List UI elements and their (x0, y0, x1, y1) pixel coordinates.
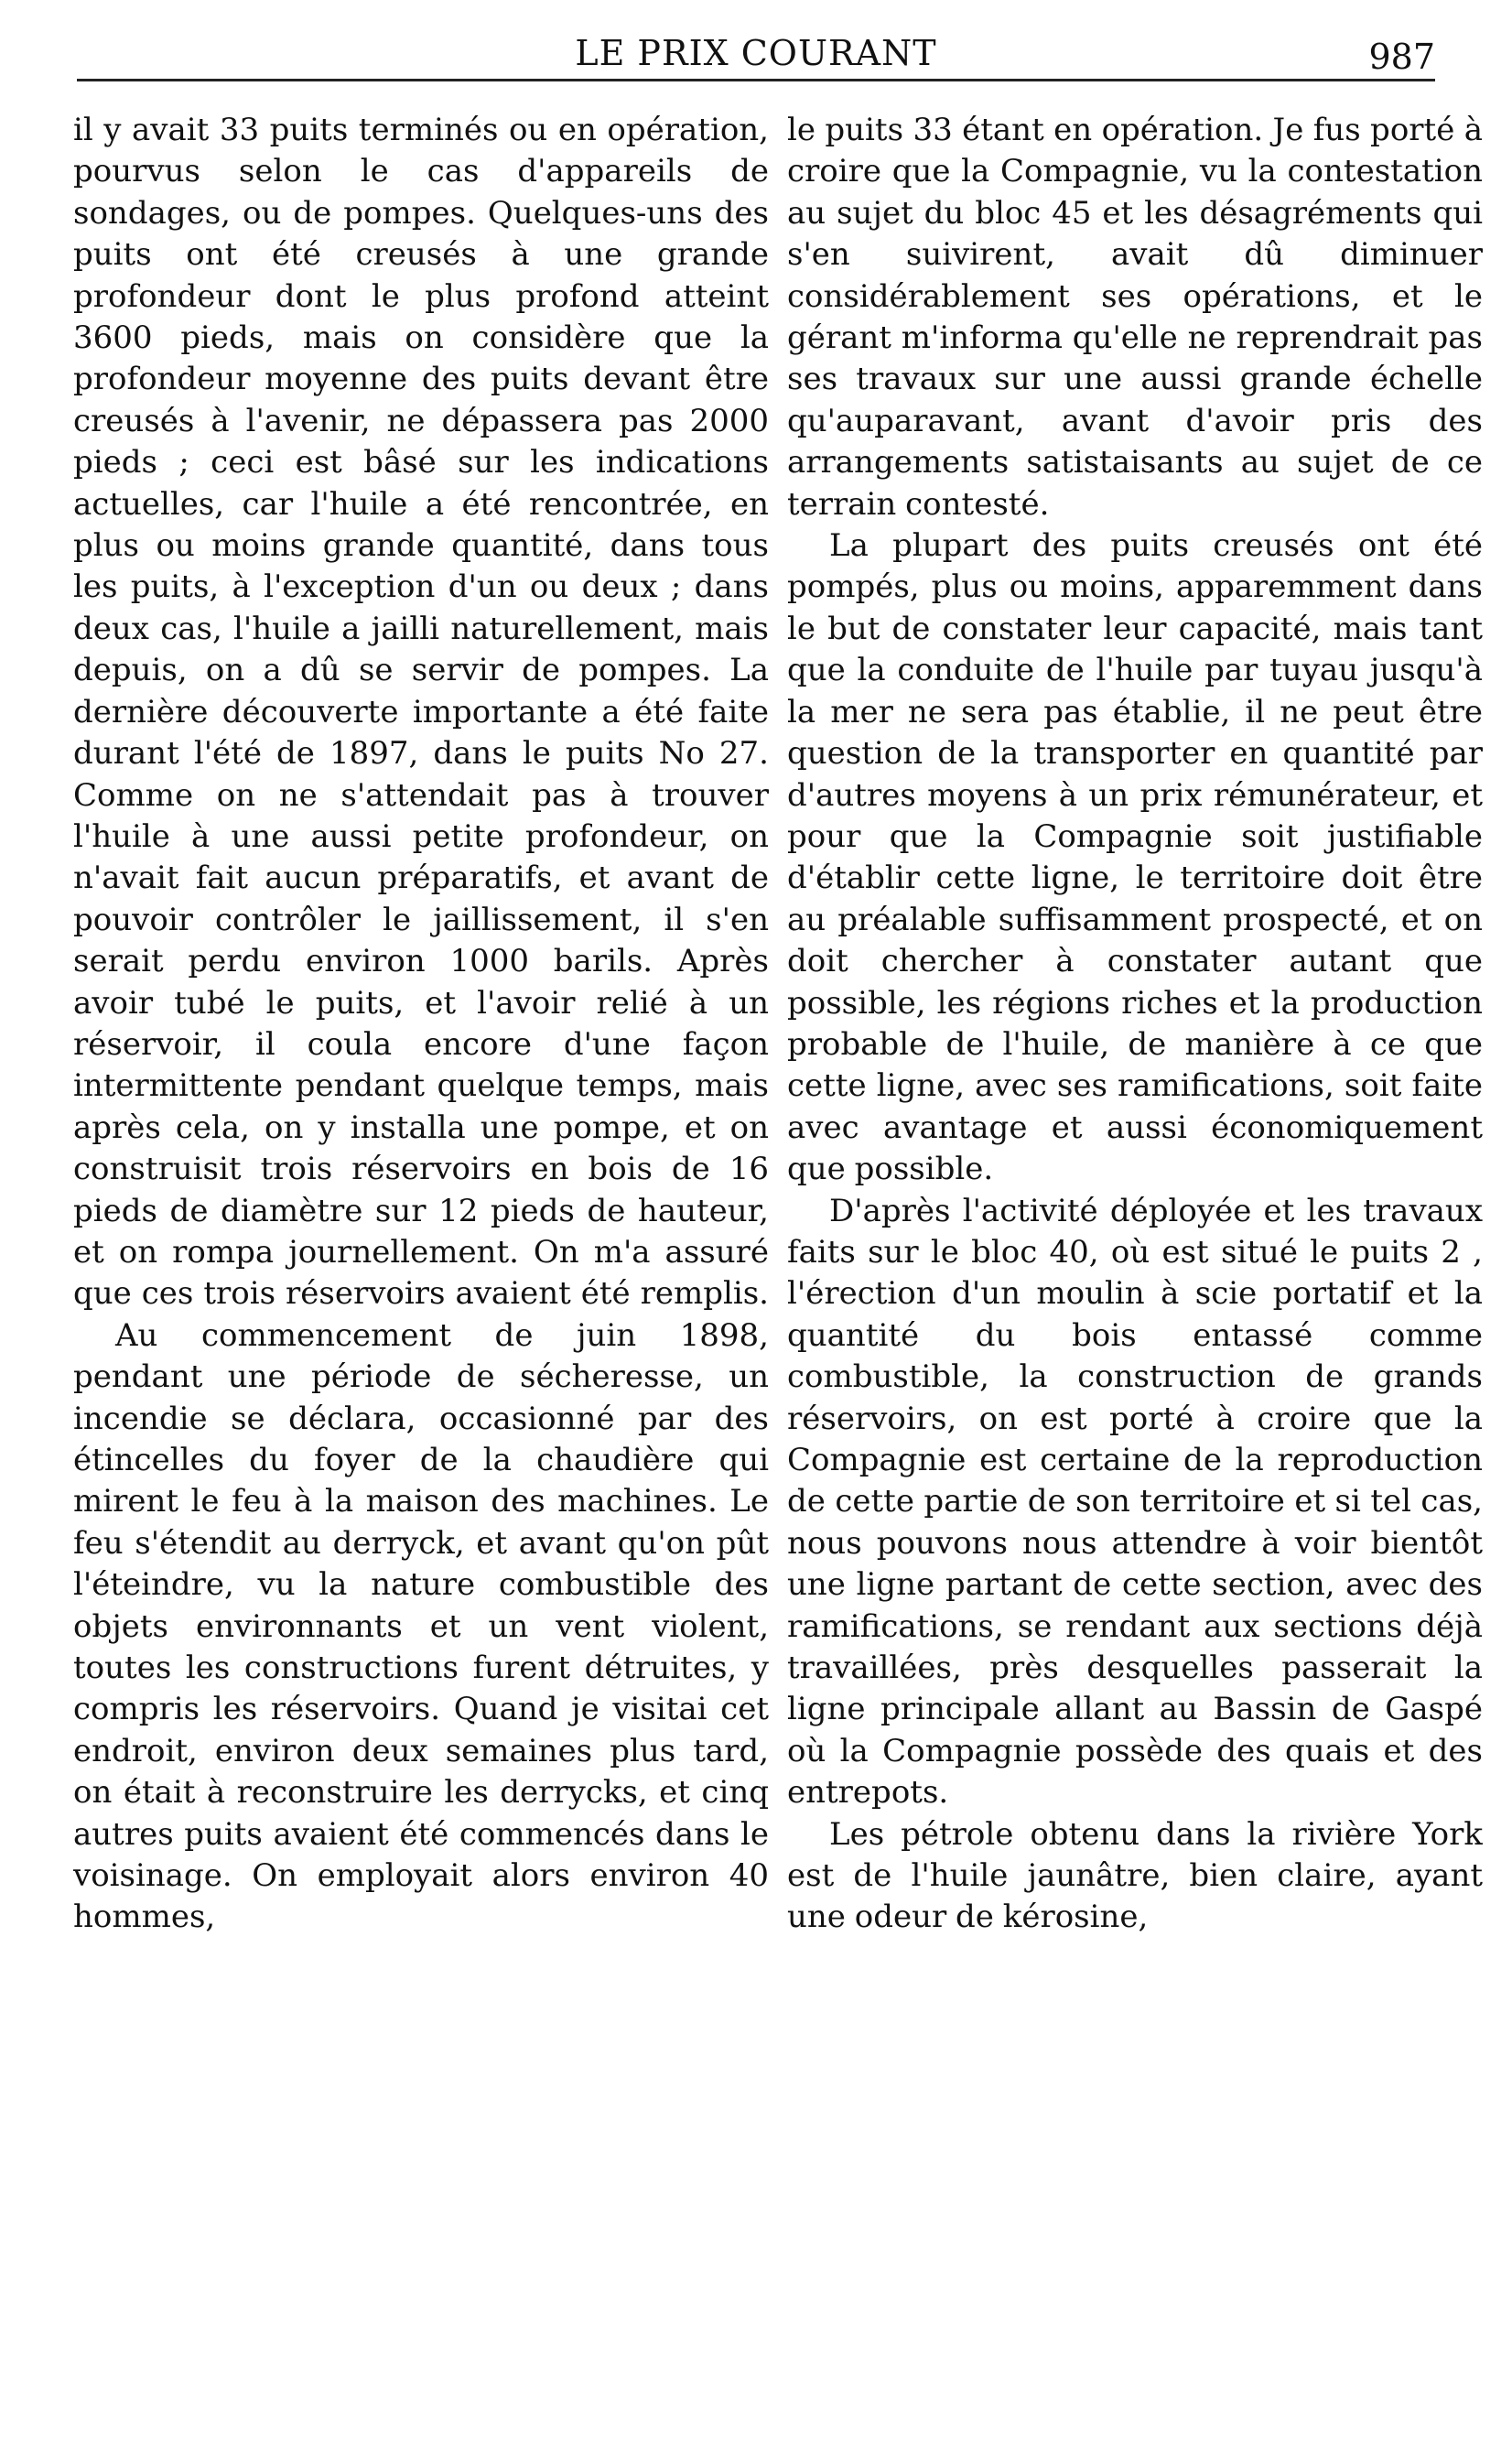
header-rule (77, 79, 1435, 81)
page-header (77, 27, 1435, 82)
page-number: 987 (1368, 37, 1435, 77)
right-paragraph-3: D'après l'activité déployée et les travaux faits sur le bloc 40, où est situé le puits 2 , l'érection d'un moulin à scie portatif et la quantité du bois entassé comme combustible, la construction de grands réservoirs, on est porté à croire que la Compagnie est certaine de la reproduction de cette partie de son territoire et si tel cas, nous pouvons nous attendre à voir bientôt une ligne partant de cette section, avec des ramifications, se rendant aux sections déjà travaillées, près desquelles passerait la ligne principale allant au Bassin de Gaspé où la Compagnie possède des quais et des entrepots. (787, 1192, 1483, 1812)
left-column (73, 110, 769, 2417)
left-paragraph-1: il y avait 33 puits terminés ou en opération, pourvus selon le cas d'appareils de sondages, ou de pompes. Quelques-uns des puits ont été creusés à une grande profondeur dont le plus profond atteint 3600 pieds, mais on considère que la profondeur moyenne des puits devant être creusés à l'avenir, ne dépassera pas 2000 pieds ; ceci est bâsé sur les indications actuelles, car l'huile a été rencontrée, en plus ou moins grande quantité, dans tous les puits, à l'exception d'un ou deux ; dans deux cas, l'huile a jailli naturellement, mais depuis, on a dû se servir de pompes. La dernière découverte importante a été faite durant l'été de 1897, dans le puits No 27. Comme on ne s'attendait pas à trouver l'huile à une aussi petite profondeur, on n'avait fait aucun préparatifs, et avant de pouvoir contrôler le jaillissement, il s'en serait perdu environ 1000 barils. Après avoir tubé le puits, et l'avoir relié à un réservoir, il coula encore d'une façon intermittente pendant quelque temps, mais après cela, on y installa une pompe, et on construisit trois réservoirs en bois de 16 pieds de diamètre sur 12 pieds de hauteur, et on rompa journellement. On m'a assuré que ces trois réservoirs avaient été remplis. (73, 112, 769, 1313)
running-title: LE PRIX COURANT (575, 33, 937, 73)
right-paragraph-1: le puits 33 étant en opération. Je fus porté à croire que la Compagnie, vu la contestation au sujet du bloc 45 et les désagréments qui s'en suivirent, avait dû diminuer considérablement ses opérations, et le gérant m'informa qu'elle ne reprendrait pas ses travaux sur une aussi grande échelle qu'auparavant, avant d'avoir pris des arrangements satistaisants au sujet de ce terrain contesté. (787, 112, 1483, 523)
right-column (787, 110, 1483, 2417)
right-paragraph-4: Les pétrole obtenu dans la rivière York est de l'huile jaunâtre, bien claire, ayant une odeur de kérosine, (787, 1815, 1483, 1936)
left-paragraph-2: Au commencement de juin 1898, pendant une période de sécheresse, un incendie se déclara, occasionné par des étincelles du foyer de la chaudière qui mirent le feu à la maison des machines. Le feu s'étendit au derryck, et avant qu'on pût l'éteindre, vu la nature combustible des objets environnants et un vent violent, toutes les constructions furent détruites, y compris les réservoirs. Quand je visitai cet endroit, environ deux semaines plus tard, on était à reconstruire les derrycks, et cinq autres puits avaient été commencés dans le voisinage. On employait alors environ 40 hommes, (73, 1316, 769, 1936)
right-paragraph-2: La plupart des puits creusés ont été pompés, plus ou moins, apparemment dans le but de constater leur capacité, mais tant que la conduite de l'huile par tuyau jusqu'à la mer ne sera pas établie, il ne peut être question de la transporter en quantité par d'autres moyens à un prix rémunérateur, et pour que la Compagnie soit justifiable d'établir cette ligne, le territoire doit être au préalable suffisamment prospecté, et on doit chercher à constater autant que possible, les régions riches et la production probable de l'huile, de manière à ce que cette ligne, avec ses ramifications, soit faite avec avantage et aussi économiquement que possible. (787, 527, 1483, 1188)
